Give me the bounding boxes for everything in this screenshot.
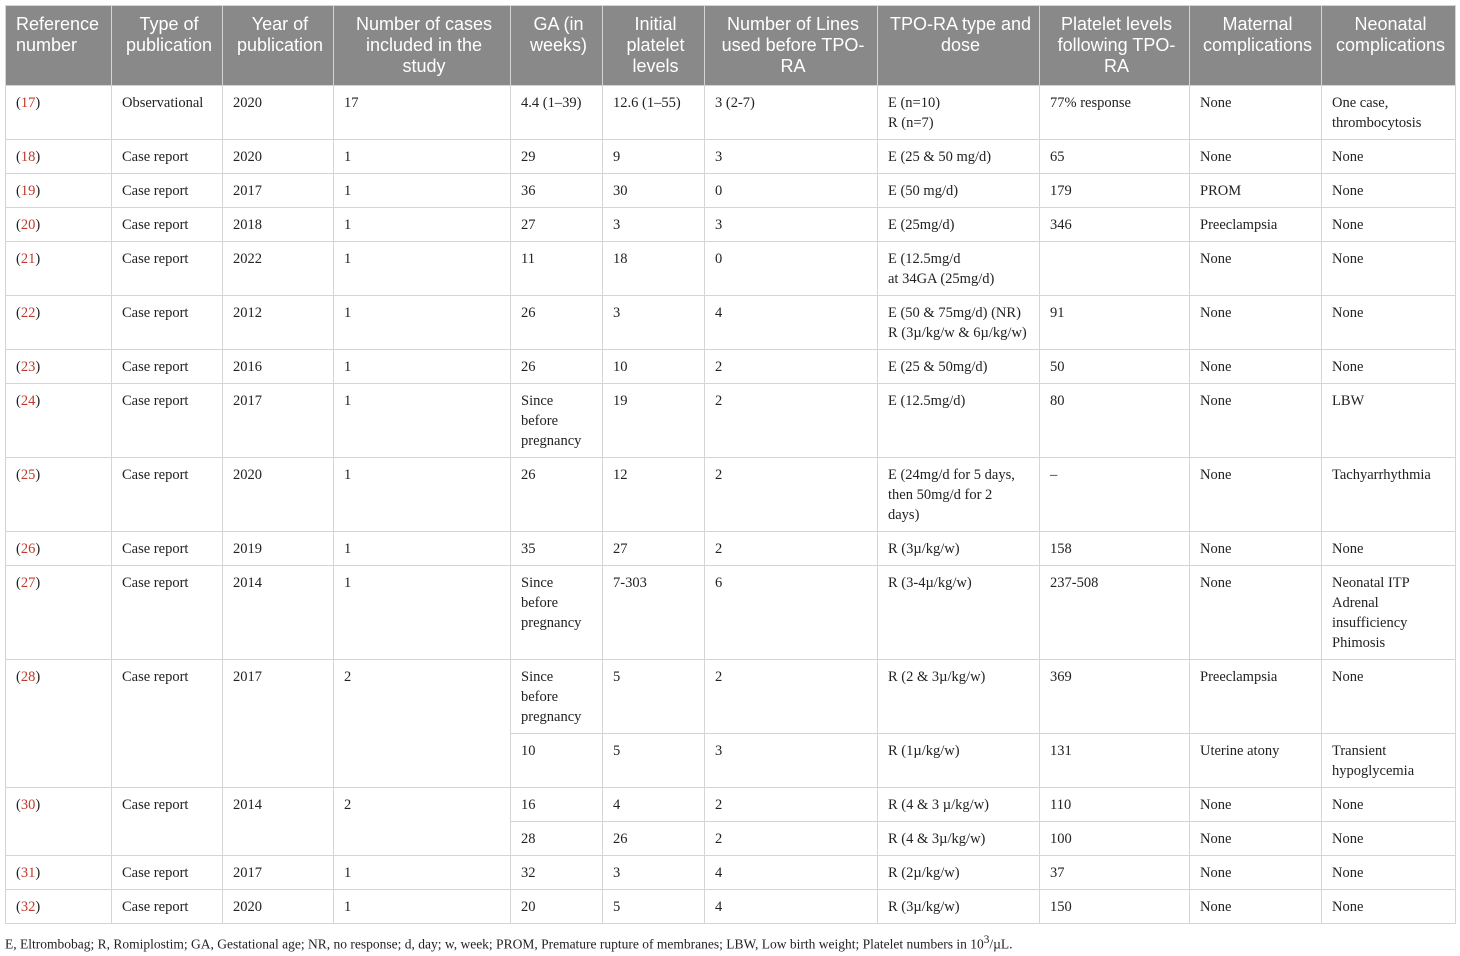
year-cell: 2012 [223, 296, 334, 350]
neonatal-cell-line: thrombocytosis [1332, 115, 1422, 131]
tpo-dose-cell-line: E (25 & 50 mg/d) [888, 149, 992, 165]
publication-type-cell: Case report [112, 532, 223, 566]
tpo-dose-cell-line: R (3µ/kg/w & 6µ/kg/w) [888, 325, 1027, 341]
neonatal-cell [1322, 734, 1456, 788]
maternal-cell: None [1190, 532, 1322, 566]
ga-cell [511, 384, 603, 458]
reference-link[interactable]: 20 [20, 217, 36, 233]
platelet-after-cell: 50 [1040, 350, 1190, 384]
platelet-after-cell: 179 [1040, 174, 1190, 208]
neonatal-cell [1322, 174, 1456, 208]
neonatal-cell [1322, 208, 1456, 242]
neonatal-cell-line: None [1332, 217, 1364, 233]
cases-cell: 1 [334, 532, 511, 566]
year-cell: 2014 [223, 566, 334, 660]
reference-link[interactable]: 24 [20, 393, 36, 409]
year-cell: 2017 [223, 174, 334, 208]
reference-cell: (32) [6, 890, 112, 924]
publication-type-cell: Case report [112, 208, 223, 242]
footnote-superscript: 3 [983, 934, 990, 946]
ga-cell [511, 788, 603, 822]
lines-cell: 2 [705, 384, 878, 458]
year-cell: 2020 [223, 890, 334, 924]
lines-cell: 2 [705, 788, 878, 822]
initial-platelet-cell: 27 [603, 532, 705, 566]
tpo-dose-cell [878, 788, 1040, 822]
tpo-dose-cell [878, 86, 1040, 140]
initial-platelet-cell: 12.6 (1–55) [603, 86, 705, 140]
maternal-cell: Preeclampsia [1190, 660, 1322, 734]
tpo-dose-cell [878, 856, 1040, 890]
reference-cell: (18) [6, 140, 112, 174]
table-footnote [5, 934, 1455, 953]
initial-platelet-cell: 3 [603, 856, 705, 890]
table-row [6, 242, 1456, 296]
lines-cell: 6 [705, 566, 878, 660]
neonatal-cell-line: None [1332, 797, 1364, 813]
ga-cell-line: Since [521, 669, 554, 685]
neonatal-cell-line: LBW [1332, 393, 1365, 409]
year-cell: 2020 [223, 140, 334, 174]
reference-link[interactable]: 21 [20, 251, 36, 267]
cases-cell: 1 [334, 384, 511, 458]
tpo-dose-cell-line: R (4 & 3 µ/kg/w) [888, 797, 989, 813]
maternal-cell: None [1190, 296, 1322, 350]
neonatal-cell-line: Adrenal [1332, 595, 1379, 611]
maternal-cell: None [1190, 822, 1322, 856]
neonatal-cell [1322, 566, 1456, 660]
lines-cell: 2 [705, 822, 878, 856]
initial-platelet-cell: 19 [603, 384, 705, 458]
maternal-cell: None [1190, 788, 1322, 822]
lines-cell: 4 [705, 296, 878, 350]
platelet-after-cell: 131 [1040, 734, 1190, 788]
publication-type-cell: Case report [112, 566, 223, 660]
maternal-cell: Uterine atony [1190, 734, 1322, 788]
ga-cell: 35 [511, 532, 603, 566]
platelet-after-cell: 369 [1040, 660, 1190, 734]
maternal-cell: None [1190, 86, 1322, 140]
reference-link[interactable]: 17 [20, 95, 36, 111]
reference-cell: (24) [6, 384, 112, 458]
lines-cell: 3 (2-7) [705, 86, 878, 140]
reference-link[interactable]: 28 [20, 669, 36, 685]
ga-cell: 26 [511, 458, 603, 532]
tpo-dose-cell [878, 822, 1040, 856]
table-row [6, 140, 1456, 174]
initial-platelet-cell: 3 [603, 296, 705, 350]
platelet-after-cell: 65 [1040, 140, 1190, 174]
ga-cell: 4.4 (1–39) [511, 86, 603, 140]
ga-cell-line: 28 [521, 831, 536, 847]
publication-type-cell: Case report [112, 140, 223, 174]
reference-link[interactable]: 30 [20, 797, 36, 813]
platelet-after-cell: 346 [1040, 208, 1190, 242]
lines-cell: 2 [705, 532, 878, 566]
initial-platelet-cell: 10 [603, 350, 705, 384]
lines-cell: 0 [705, 242, 878, 296]
initial-platelet-cell: 26 [603, 822, 705, 856]
reference-cell: (21) [6, 242, 112, 296]
reference-cell: (20) [6, 208, 112, 242]
tpo-dose-cell-line: E (25 & 50mg/d) [888, 359, 988, 375]
platelet-after-cell: 77% response [1040, 86, 1190, 140]
reference-cell: (26) [6, 532, 112, 566]
ga-cell-line: Since [521, 575, 554, 591]
tpo-dose-cell-line: E (12.5mg/d [888, 251, 961, 267]
neonatal-cell [1322, 350, 1456, 384]
neonatal-cell [1322, 458, 1456, 532]
maternal-cell: None [1190, 350, 1322, 384]
reference-cell: (23) [6, 350, 112, 384]
tpo-dose-cell [878, 208, 1040, 242]
header-cell: GA (in weeks) [511, 6, 603, 86]
publication-type-cell: Case report [112, 660, 223, 788]
ga-cell [511, 734, 603, 788]
cases-cell: 2 [334, 788, 511, 856]
initial-platelet-cell: 5 [603, 734, 705, 788]
maternal-cell: None [1190, 890, 1322, 924]
reference-cell: (27) [6, 566, 112, 660]
tpo-dose-cell-line: then 50mg/d for 2 [888, 487, 993, 503]
lines-cell: 2 [705, 458, 878, 532]
tpo-dose-cell-line: R (1µ/kg/w) [888, 743, 960, 759]
publication-type-cell: Case report [112, 890, 223, 924]
maternal-cell: None [1190, 384, 1322, 458]
neonatal-cell-line: None [1332, 305, 1364, 321]
ga-cell-line: before [521, 689, 559, 705]
tpo-dose-cell [878, 296, 1040, 350]
platelet-after-cell: 37 [1040, 856, 1190, 890]
reference-link[interactable]: 19 [20, 183, 36, 199]
table-row [6, 566, 1456, 660]
neonatal-cell-line: None [1332, 251, 1364, 267]
tpo-dose-cell [878, 890, 1040, 924]
table-row [6, 458, 1456, 532]
tpo-dose-cell [878, 458, 1040, 532]
maternal-cell: PROM [1190, 174, 1322, 208]
initial-platelet-cell: 5 [603, 890, 705, 924]
lines-cell: 3 [705, 208, 878, 242]
neonatal-cell-line: None [1332, 541, 1364, 557]
lines-cell: 4 [705, 856, 878, 890]
publication-type-cell: Case report [112, 174, 223, 208]
platelet-after-cell [1040, 242, 1190, 296]
table-row [6, 174, 1456, 208]
cases-cell: 1 [334, 242, 511, 296]
year-cell: 2018 [223, 208, 334, 242]
tpo-dose-cell [878, 566, 1040, 660]
neonatal-cell-line: hypoglycemia [1332, 763, 1415, 779]
reference-link[interactable]: 25 [20, 467, 36, 483]
tpo-dose-cell-line: R (4 & 3µ/kg/w) [888, 831, 986, 847]
cases-cell: 1 [334, 350, 511, 384]
reference-link[interactable]: 18 [20, 149, 36, 165]
table-row [6, 384, 1456, 458]
reference-cell: (25) [6, 458, 112, 532]
initial-platelet-cell: 4 [603, 788, 705, 822]
reference-link[interactable]: 23 [20, 359, 36, 375]
tpo-dose-cell [878, 350, 1040, 384]
ga-cell [511, 822, 603, 856]
lines-cell: 2 [705, 350, 878, 384]
ga-cell-line: pregnancy [521, 615, 582, 631]
year-cell: 2017 [223, 384, 334, 458]
platelet-after-cell: 91 [1040, 296, 1190, 350]
initial-platelet-cell: 7-303 [603, 566, 705, 660]
neonatal-cell-line: Tachyarrhythmia [1332, 467, 1431, 483]
publication-type-cell: Case report [112, 242, 223, 296]
platelet-after-cell: 110 [1040, 788, 1190, 822]
table-row [6, 350, 1456, 384]
tpo-dose-cell [878, 532, 1040, 566]
reference-link[interactable]: 27 [20, 575, 36, 591]
tpo-dose-cell-line: R (n=7) [888, 115, 934, 131]
ga-cell-line: pregnancy [521, 433, 582, 449]
tpo-dose-cell-line: R (3-4µ/kg/w) [888, 575, 972, 591]
publication-type-cell: Case report [112, 296, 223, 350]
tpo-dose-cell-line: E (24mg/d for 5 days, [888, 467, 1015, 483]
maternal-cell: Preeclampsia [1190, 208, 1322, 242]
ga-cell: 32 [511, 856, 603, 890]
neonatal-cell-line: None [1332, 899, 1364, 915]
ga-cell [511, 660, 603, 734]
platelet-after-cell: – [1040, 458, 1190, 532]
header-cell: TPO-RA type and dose [878, 6, 1040, 86]
ga-cell: 20 [511, 890, 603, 924]
reference-link[interactable]: 31 [20, 865, 36, 881]
reference-cell: (31) [6, 856, 112, 890]
table-row [6, 208, 1456, 242]
reference-cell: (17) [6, 86, 112, 140]
tpo-dose-cell-line: E (25mg/d) [888, 217, 955, 233]
header-cell: Number of cases included in the study [334, 6, 511, 86]
ga-cell: 27 [511, 208, 603, 242]
tpo-dose-cell-line: E (n=10) [888, 95, 941, 111]
table-row [6, 890, 1456, 924]
header-cell: Year of publication [223, 6, 334, 86]
ga-cell: 26 [511, 350, 603, 384]
publication-type-cell: Case report [112, 856, 223, 890]
tpo-dose-cell-line: E (12.5mg/d) [888, 393, 966, 409]
data-table [5, 5, 1456, 924]
ga-cell: 26 [511, 296, 603, 350]
year-cell: 2014 [223, 788, 334, 856]
maternal-cell: None [1190, 140, 1322, 174]
cases-cell: 1 [334, 458, 511, 532]
tpo-dose-cell-line: R (2 & 3µ/kg/w) [888, 669, 986, 685]
neonatal-cell [1322, 890, 1456, 924]
table-row [6, 86, 1456, 140]
maternal-cell: None [1190, 242, 1322, 296]
year-cell: 2020 [223, 86, 334, 140]
cases-cell: 17 [334, 86, 511, 140]
cases-cell: 1 [334, 208, 511, 242]
reference-cell: (19) [6, 174, 112, 208]
maternal-cell: None [1190, 856, 1322, 890]
initial-platelet-cell: 18 [603, 242, 705, 296]
cases-cell: 1 [334, 140, 511, 174]
year-cell: 2017 [223, 660, 334, 788]
publication-type-cell: Case report [112, 384, 223, 458]
cases-cell: 1 [334, 856, 511, 890]
reference-cell: (28) [6, 660, 112, 788]
cases-cell: 2 [334, 660, 511, 788]
platelet-after-cell: 100 [1040, 822, 1190, 856]
neonatal-cell [1322, 822, 1456, 856]
header-cell: Neonatal complications [1322, 6, 1456, 86]
maternal-cell: None [1190, 566, 1322, 660]
neonatal-cell-line: Phimosis [1332, 635, 1386, 651]
neonatal-cell [1322, 788, 1456, 822]
lines-cell: 4 [705, 890, 878, 924]
tpo-dose-cell [878, 242, 1040, 296]
platelet-after-cell: 237-508 [1040, 566, 1190, 660]
tpo-dose-cell [878, 174, 1040, 208]
tpo-dose-cell-line: E (50 & 75mg/d) (NR) [888, 305, 1021, 321]
year-cell: 2019 [223, 532, 334, 566]
ga-cell-line: 16 [521, 797, 536, 813]
platelet-after-cell: 80 [1040, 384, 1190, 458]
cases-cell: 1 [334, 296, 511, 350]
tpo-dose-cell-line: R (2µ/kg/w) [888, 865, 960, 881]
ga-cell-line: 10 [521, 743, 536, 759]
ga-cell-line: before [521, 413, 559, 429]
table-row [6, 532, 1456, 566]
ga-cell: 36 [511, 174, 603, 208]
header-row [6, 6, 1456, 86]
header-cell: Initial platelet levels [603, 6, 705, 86]
neonatal-cell [1322, 856, 1456, 890]
tpo-dose-cell [878, 140, 1040, 174]
tpo-dose-cell [878, 734, 1040, 788]
table-row [6, 856, 1456, 890]
lines-cell: 0 [705, 174, 878, 208]
lines-cell: 2 [705, 660, 878, 734]
tpo-dose-cell [878, 384, 1040, 458]
initial-platelet-cell: 12 [603, 458, 705, 532]
ga-cell-line: pregnancy [521, 709, 582, 725]
ga-cell: 11 [511, 242, 603, 296]
ga-cell [511, 566, 603, 660]
neonatal-cell-line: Transient [1332, 743, 1387, 759]
neonatal-cell-line: None [1332, 183, 1364, 199]
tpo-dose-cell-line: R (3µ/kg/w) [888, 541, 960, 557]
neonatal-cell [1322, 242, 1456, 296]
ga-cell-line: before [521, 595, 559, 611]
reference-link[interactable]: 32 [20, 899, 36, 915]
neonatal-cell-line: None [1332, 149, 1364, 165]
header-cell: Reference number [6, 6, 112, 86]
neonatal-cell [1322, 86, 1456, 140]
tpo-dose-cell-line: R (3µ/kg/w) [888, 899, 960, 915]
lines-cell: 3 [705, 140, 878, 174]
header-cell: Type of publication [112, 6, 223, 86]
tpo-dose-cell [878, 660, 1040, 734]
tpo-dose-cell-line: days) [888, 507, 920, 523]
header-cell: Number of Lines used before TPO-RA [705, 6, 878, 86]
table-row [6, 296, 1456, 350]
reference-link[interactable]: 26 [20, 541, 36, 557]
reference-cell: (30) [6, 788, 112, 856]
cases-cell: 1 [334, 566, 511, 660]
initial-platelet-cell: 5 [603, 660, 705, 734]
tpo-dose-cell-line: at 34GA (25mg/d) [888, 271, 995, 287]
footnote-tail: /µL. [989, 936, 1013, 952]
neonatal-cell-line: None [1332, 359, 1364, 375]
publication-type-cell: Case report [112, 350, 223, 384]
initial-platelet-cell: 30 [603, 174, 705, 208]
year-cell: 2016 [223, 350, 334, 384]
platelet-after-cell: 158 [1040, 532, 1190, 566]
neonatal-cell [1322, 532, 1456, 566]
publication-type-cell: Case report [112, 788, 223, 856]
publication-type-cell: Case report [112, 458, 223, 532]
year-cell: 2022 [223, 242, 334, 296]
header-cell: Platelet levels following TPO-RA [1040, 6, 1190, 86]
table-row [6, 660, 1456, 734]
year-cell: 2020 [223, 458, 334, 532]
neonatal-cell-line: None [1332, 831, 1364, 847]
ga-cell-line: Since [521, 393, 554, 409]
platelet-after-cell: 150 [1040, 890, 1190, 924]
publication-type-cell: Observational [112, 86, 223, 140]
ga-cell: 29 [511, 140, 603, 174]
year-cell: 2017 [223, 856, 334, 890]
neonatal-cell [1322, 140, 1456, 174]
initial-platelet-cell: 9 [603, 140, 705, 174]
header-cell: Maternal complications [1190, 6, 1322, 86]
neonatal-cell-line: None [1332, 669, 1364, 685]
table-row [6, 788, 1456, 822]
neonatal-cell [1322, 660, 1456, 734]
tpo-dose-cell-line: E (50 mg/d) [888, 183, 959, 199]
cases-cell: 1 [334, 890, 511, 924]
neonatal-cell-line: One case, [1332, 95, 1389, 111]
footnote-text: E, Eltrombobag; R, Romiplostim; GA, Gestational age; NR, no response; d, day; w, week; PROM, Premature rupture of membranes; LBW, Low birth weight; Platelet numbers in 10 [5, 936, 984, 952]
neonatal-cell-line: insufficiency [1332, 615, 1408, 631]
neonatal-cell [1322, 296, 1456, 350]
neonatal-cell [1322, 384, 1456, 458]
reference-cell: (22) [6, 296, 112, 350]
maternal-cell: None [1190, 458, 1322, 532]
neonatal-cell-line: Neonatal ITP [1332, 575, 1410, 591]
reference-link[interactable]: 22 [20, 305, 36, 321]
cases-cell: 1 [334, 174, 511, 208]
neonatal-cell-line: None [1332, 865, 1364, 881]
lines-cell: 3 [705, 734, 878, 788]
initial-platelet-cell: 3 [603, 208, 705, 242]
